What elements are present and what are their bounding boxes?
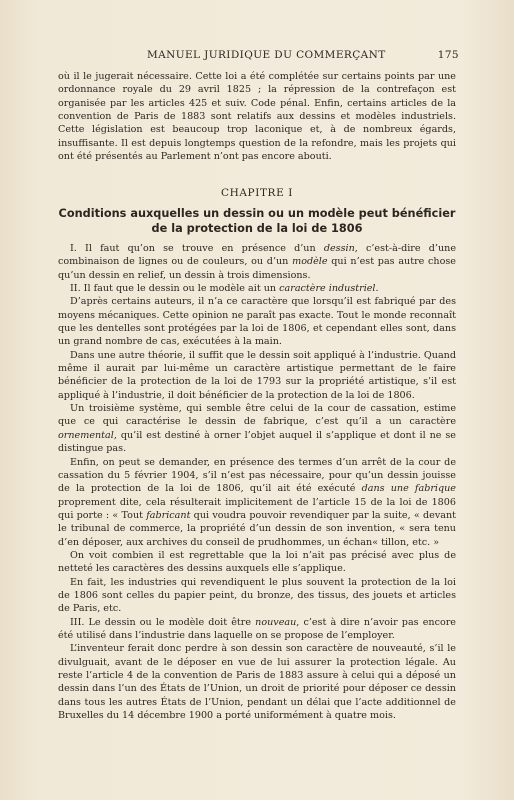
paragraph-4: Dans une autre théorie, il suffit que le dessin soit appliqué à l’industrie. Quand même il aurait par lui-même un caractère artistique permettant de le faire bénéficier de la protection de la loi de 1793 sur la propriété artistique, s’il est appliqué à l’industrie, il doit bénéficier de la protection de la loi de 1806.: [58, 349, 456, 401]
page-number: 175: [437, 49, 459, 61]
paragraph-2: II. Il faut que le dessin ou le modèle ait un caractère industriel.: [70, 283, 379, 295]
paragraph-5: Un troisième système, qui semble être celui de la cour de cassation, estime que ce qui caractérise le dessin de fabrique, c’est qu’il a un caractère ornemental, qu’il est destiné à orner l’objet auquel il s’applique et dont il ne se distingue pas.: [58, 403, 456, 455]
paragraph-8: En fait, les industries qui revendiquent le plus souvent la protection de la loi de 1806 sont celles du papier peint, du bronze, des tissus, des jouets et articles de Paris, etc.: [58, 576, 456, 615]
intro-paragraph: où il le jugerait nécessaire. Cette loi a été complétée sur certains points par une ordonnance royale du 29 avril 1825 ; la répression de la contrefaçon est organisée par les articles 425 et suiv. Code pénal. Enfin, certains articles de la convention de Paris de 1883 sont relatifs aux dessins et modèles industriels. Cette législation est beaucoup trop laconique et, à de nombreux égards, insuffisante. Il est depuis longtemps question de la refondre, mais les projets qui ont été présentés au Parlement n’ont pas encore abouti.: [58, 71, 456, 163]
paragraph-1: I. Il faut qu’on se trouve en présence d’un dessin, c’est-à-dire d’une combinaison de lignes ou de couleurs, ou d’un modèle qui n’est pas autre chose qu’un dessin en relief, un dessin à trois dimensions.: [58, 243, 456, 281]
paragraph-10: L’inventeur ferait donc perdre à son dessin son caractère de nouveauté, s’il le divulguait, avant de le déposer en vue de lui assurer la protection légale. Au reste l’article 4 de la convention de Paris de 1883 assure à celui qui a déposé un dessin dans l’un des États de l’Union, un droit de priorité pour déposer ce dessin dans tous les autres États de l’Union, pendant un délai que l’acte additionnel de Bruxelles du 14 décembre 1900 a porté uniformément à quatre mois.: [58, 643, 456, 722]
paragraph-9: III. Le dessin ou le modèle doit être nouveau, c’est à dire n’avoir pas encore été utilisé dans l’industrie dans laquelle on se propose de l’employer.: [58, 616, 456, 641]
paragraph-6: Enfin, on peut se demander, en présence des termes d’un arrêt de la cour de cassation du 5 février 1904, s’il n’est pas nécessaire, pour qu’un dessin jouisse de la protection de la loi de 1806, qu’il ait été exécuté dans une fabrique proprement dite, cela résulterait implicitement de l’article 15 de la loi de 1806 qui porte : « Tout fabricant qui voudra pouvoir revendiquer par la suite, « devant le tribunal de commerce, la propriété d’un dessin de son invention, « sera tenu d’en déposer, aux archives du conseil de prudhommes, un échan« tillon, etc. »: [58, 456, 456, 548]
paragraph-7: On voit combien il est regrettable que la loi n’ait pas précisé avec plus de netteté les caractères des dessins auxquels elle s’applique.: [58, 549, 456, 575]
running-title: MANUEL JURIDIQUE DU COMMERÇANT: [147, 49, 386, 61]
chapter-label: CHAPITRE I: [220, 187, 294, 199]
chapter-body: [58, 242, 456, 722]
paragraph-3: D’après certains auteurs, il n’a ce caractère que lorsqu’il est fabriqué par des moyens mécaniques. Cette opinion ne paraît pas exacte. Tout le monde reconnaît que les dentelles sont protégées par la loi de 1806, et cependant elles sont, dans un grand nombre de cas, exécutées à la main.: [58, 296, 456, 348]
chapter-title: Conditions auxquelles un dessin ou un modèle peut bénéficier de la protection de la loi de 1806: [58, 207, 456, 235]
intro-block: [58, 70, 456, 163]
